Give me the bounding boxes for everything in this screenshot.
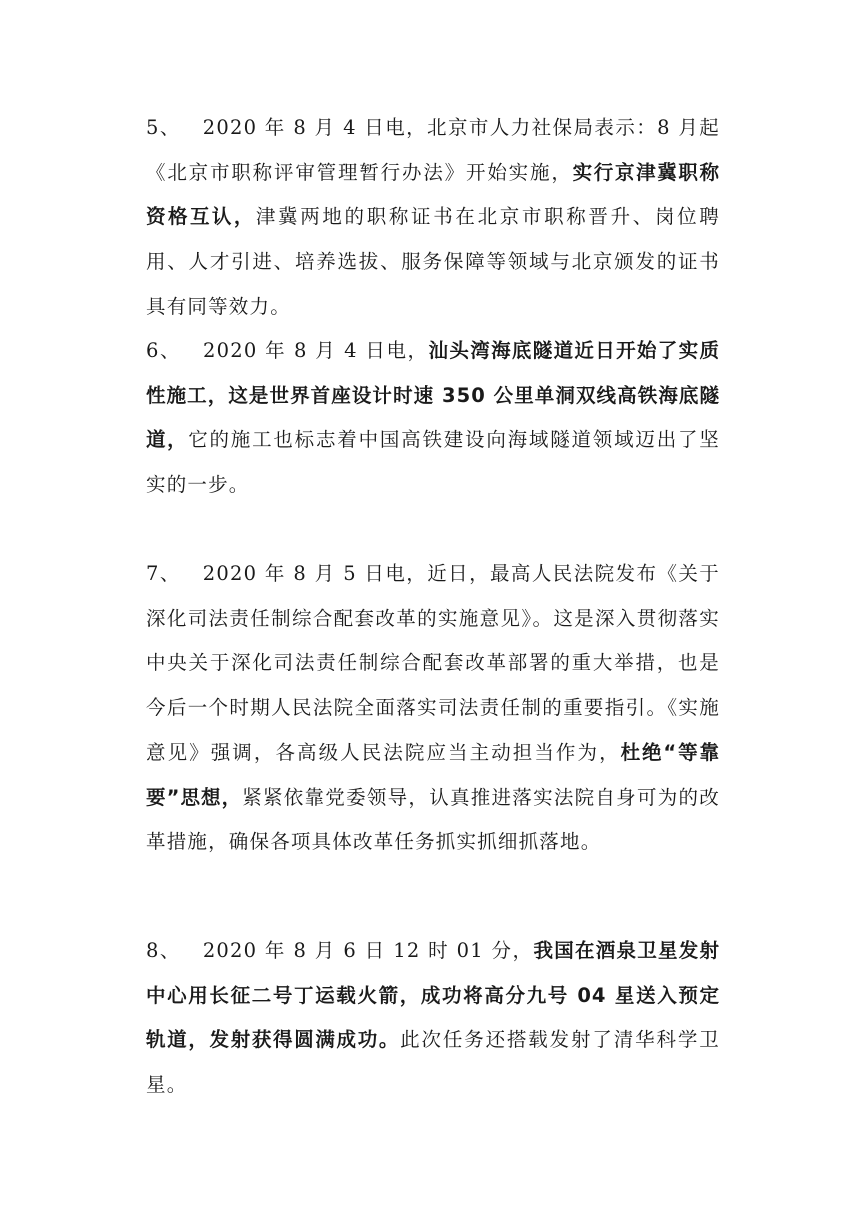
item-text: 2020 年 8 月 5 日电，近日，最高人民法院发布《关于深化司法责任制综合配套改革的实施意见》。这是深入贯彻落实中央关于深化司法责任制综合配套改革部署的重大举措，也是今后一个时期人民法院全面落实司法责任制的重要指引。《实施意见》强调，各高级人民法院应当主动担当作为， bbox=[146, 562, 721, 764]
news-item-5 bbox=[146, 106, 720, 330]
item-text: 2020 年 8 月 4 日电，北京市人力社保局表示：8 月起《北京市职称评审管理暂行办法》开始实施， bbox=[146, 116, 720, 184]
item-text: 紧紧依靠党委领导，认真推进落实法院自身可为的改革措施，确保各项具体改革任务抓实抓细抓落地。 bbox=[146, 785, 720, 854]
item-text: 2020 年 8 月 4 日电， bbox=[203, 339, 429, 362]
item-number: 8、 bbox=[146, 939, 181, 962]
item-text: 此次任务还搭载发射了清华科学卫星。 bbox=[146, 1028, 720, 1097]
news-item-8 bbox=[146, 929, 720, 1108]
item-text: 它的施工也标志着中国高铁建设向海域隧道领域迈出了坚实的一步。 bbox=[146, 428, 720, 497]
item-number: 5、 bbox=[146, 116, 181, 139]
item-bold-text: 实行京津冀职称资格互认， bbox=[146, 160, 720, 229]
item-number: 7、 bbox=[146, 562, 181, 585]
item-text: 津冀两地的职称证书在北京市职称晋升、岗位聘用、人才引进、培养选拔、服务保障等领域与北京颁发的证书具有同等效力。 bbox=[146, 205, 720, 318]
item-bold-text: 我国在酒泉卫星发射中心用长征二号丁运载火箭，成功将高分九号 04 星送入预定轨道，发射获得圆满成功。 bbox=[146, 939, 720, 1052]
item-bold-text: 汕头湾海底隧道近日开始了实质性施工，这是世界首座设计时速 350 公里单洞双线高铁海底隧道， bbox=[146, 339, 720, 452]
news-item-7 bbox=[146, 552, 720, 865]
news-item-6 bbox=[146, 329, 720, 508]
item-bold-text: 杜绝“等靠要”思想， bbox=[146, 740, 720, 809]
item-number: 6、 bbox=[146, 339, 181, 362]
item-text: 2020 年 8 月 6 日 12 时 01 分， bbox=[202, 939, 534, 962]
